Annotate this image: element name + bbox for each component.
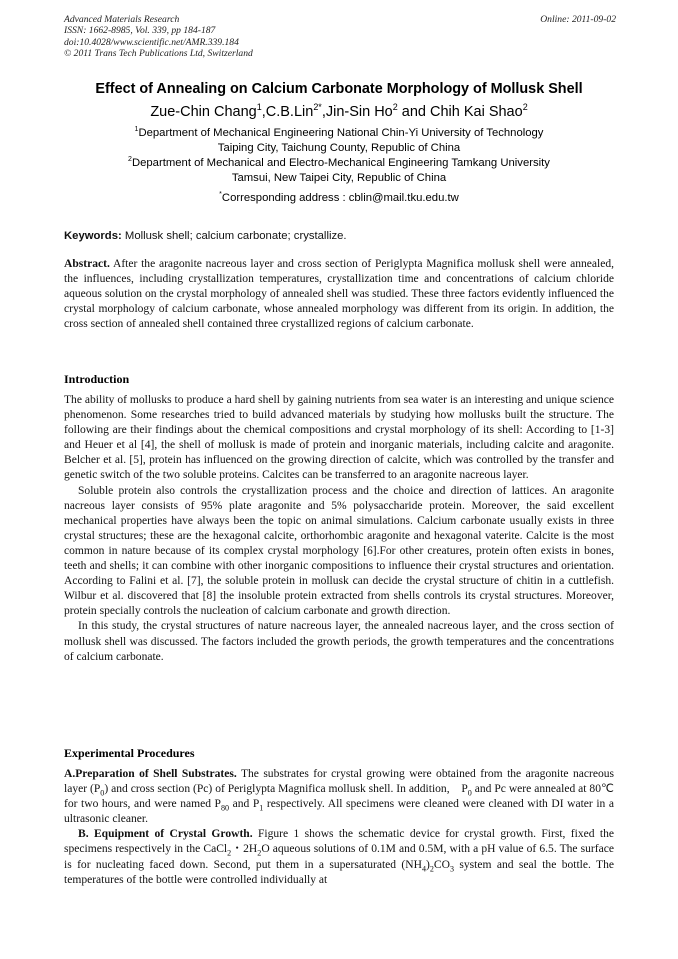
author-affil-mark: 2 <box>392 102 398 113</box>
subsection-label: A.Preparation of Shell Substrates. <box>64 768 237 780</box>
author-name: Chih Kai Shao <box>429 104 523 120</box>
subscript: 2 <box>257 848 262 858</box>
subscript: 4 <box>421 863 427 873</box>
text-run: and P <box>229 798 260 811</box>
affiliation-line: Taiping City, Taichung County, Republic of China <box>217 142 461 154</box>
text-run: O aqueous solutions of 0.1M and 0.5M, with a pH value of 6.5. The surface is for nucleating faced down. Second, put them in a supersaturated (NH <box>64 843 614 871</box>
author-affil-mark: 2 <box>522 102 528 113</box>
affiliation-2 <box>40 156 638 186</box>
text-run: ) and cross section (Pc) of Periglypta Magnifica mollusk shell. In addition, <box>104 783 450 796</box>
subscript: 3 <box>449 863 455 873</box>
introduction-body <box>64 393 614 665</box>
journal-header <box>64 14 616 60</box>
paragraph: The ability of mollusks to produce a hard shell by gaining nutrients from sea water is an interesting and unique science phenomenon. Some researches tried to build advanced materials by studying how mollusks built the structure. The following are their findings about the chemical compositions and crystal morphology of its shell: According to [1-3] and Heuer et al [4], the shell of mollusk is made of protein and inorganic materials, including calcite and aragonite. Belcher et al. [5], protein has influenced on the growing direction of calcite, which was controlled by the transfer and genetic switch of the two soluble proteins. Calcites can be transferred to an aragonite nacreous layer. <box>64 394 614 482</box>
author-separator: and <box>397 104 430 120</box>
journal-name: Advanced Materials Research <box>64 14 180 25</box>
online-date: Online: 2011-09-02 <box>540 14 616 25</box>
subsection-label: B. Equipment of Crystal Growth. <box>78 828 253 841</box>
paragraph: Soluble protein also controls the crystallization process and the choice and direction of lattices. An aragonite nacreous layer consists of 95% plate aragonite and 5% polysaccharide protein. Moreover, the said excellent mechanical properties have always been the topic on animal simulations. Calcium carbonate usually exists in three crystal structures; these are the hexagonal calcite, orthorhombic aragonite and hexagonal vaterite. Calcite is the most common in nature because of its complex crystal morphology [6].For other creatures, protein often exists in bones, teeth and shells; it can combine with other inorganic compositions to influence their crystal structures and orientation. According to Falini et al. [7], the soluble protein in mollusk can decide the crystal structure of chitin in a cuttlefish. Wilbur et al. discovered that [8] the insoluble protein extracted from shells controls its crystal structures. Moreover, protein specially controls the nucleation of calcium carbonate and growth direction. <box>64 484 614 618</box>
corresponding-text: Corresponding address : cblin@mail.tku.edu.tw <box>221 192 459 204</box>
doi-line: doi:10.4028/www.scientific.net/AMR.339.184 <box>64 36 239 48</box>
affiliation-line: Department of Mechanical and Electro-Mechanical Engineering Tamkang University <box>131 157 550 169</box>
text-run: P <box>461 783 468 796</box>
degree-symbol: ℃ <box>600 783 615 796</box>
text-run: and Pc were annealed at 80 <box>471 783 601 796</box>
corresponding-mark: * <box>219 191 222 199</box>
paragraph <box>64 767 614 827</box>
paragraph <box>64 827 614 887</box>
abstract-label: Abstract. <box>64 258 110 270</box>
affiliation-line: Department of Mechanical Engineering National Chin-Yi University of Technology <box>138 127 544 139</box>
experimental-body <box>64 767 614 888</box>
affiliation-mark: 1 <box>134 126 139 134</box>
paragraph: In this study, the crystal structures of nature nacreous layer, the annealed nacreous layer, and the cross section of mollusk shell was discussed. The factors included the growth periods, the growth temperatures and the concentrations of calcium carbonate. <box>64 620 614 663</box>
issn-line: ISSN: 1662-8985, Vol. 339, pp 184-187 <box>64 25 216 37</box>
subscript: 0 <box>100 788 105 798</box>
text-run: CO <box>433 858 450 871</box>
experimental-heading: Experimental Procedures <box>64 746 195 760</box>
author-affil-mark: 2* <box>313 102 322 113</box>
text-run: respectively. All specimens were cleaned were cleaned with DI water in a ultrasonic cleaner. <box>64 798 614 826</box>
author-list <box>40 103 638 121</box>
text-run: ・2H <box>231 843 258 856</box>
abstract <box>64 257 614 332</box>
paper-title: Effect of Annealing on Calcium Carbonate Morphology of Mollusk Shell <box>95 81 583 97</box>
author-separator: , <box>321 104 326 120</box>
author-affil-mark: 1 <box>256 102 262 113</box>
abstract-text: After the aragonite nacreous layer and cross section of Periglypta Magnifica mollusk shell were annealed, the influences, including crystallization temperatures, crystallization time and concentrations of calcium chloride aqueous solution on the crystal morphology of annealed shell was studied. These three factors evidently influenced the crystal morphology of calcium carbonate, whose annealed morphology was different from its origin. In addition, the cross section of annealed shell contained three crystallized regions of calcium carbonate. <box>64 258 615 331</box>
author-name: Zue-Chin Chang <box>150 104 257 120</box>
affiliation-1 <box>40 126 638 156</box>
text-run: system and seal the bottle. The temperatures of the bottle were controlled individually at <box>64 858 614 886</box>
subscript: 2 <box>227 848 232 858</box>
introduction-heading: Introduction <box>64 372 130 386</box>
text-run: for two hours, and were named P <box>64 798 221 811</box>
author-name: C.B.Lin <box>265 104 314 120</box>
subscript: 80 <box>220 803 230 813</box>
keywords-label: Keywords: <box>64 230 122 242</box>
copyright-line: © 2011 Trans Tech Publications Ltd, Switzerland <box>64 48 253 60</box>
subscript: 0 <box>467 788 472 798</box>
author-name: Jin-Sin Ho <box>325 104 393 120</box>
affiliation-line: Tamsui, New Taipei City, Republic of China <box>231 172 447 184</box>
subscript: 2 <box>429 863 434 873</box>
keywords <box>64 229 614 244</box>
subscript: 1 <box>259 803 264 813</box>
text-run: ) <box>426 858 430 871</box>
text-run: The substrates for crystal growing were obtained from the aragonite nacreous layer (P <box>64 768 614 796</box>
keywords-text: Mollusk shell; calcium carbonate; crystallize. <box>124 230 347 242</box>
corresponding-address <box>40 191 638 206</box>
author-separator: , <box>261 104 266 120</box>
text-run: Figure 1 shows the schematic device for crystal growth. First, fixed the specimens respectively in the CaCl <box>64 828 614 856</box>
affiliation-mark: 2 <box>128 156 132 164</box>
